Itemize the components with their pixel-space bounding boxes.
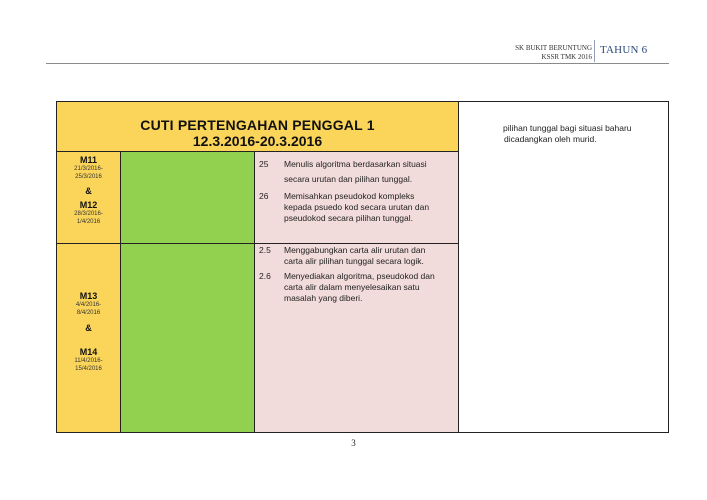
header-separator [594, 40, 595, 62]
week-label: M13 [79, 291, 98, 301]
objective-text: Memisahkan pseudokod kompleks [284, 191, 415, 201]
week-cell-m13-m14 [57, 244, 121, 432]
notes-text [503, 123, 668, 145]
objective-number: 2.5 [259, 245, 271, 255]
objectives-cell [255, 244, 459, 432]
objective-number: 26 [259, 191, 269, 201]
header-school [515, 44, 592, 62]
objective-text: Menulis algoritma berdasarkan situasi [284, 159, 427, 169]
objective-text: masalah yang diberi. [284, 293, 363, 303]
week-label: M14 [79, 347, 98, 357]
objective-text: pseudokod secara pilihan tunggal. [284, 213, 414, 223]
banner-dates: 12.3.2016-20.3.2016 [192, 133, 323, 149]
week-dates: 1/4/2016 [76, 219, 101, 225]
objectives-cell [255, 152, 459, 244]
curriculum-label: KSSR TMK 2016 [541, 53, 592, 61]
year-label: TAHUN 6 [600, 44, 648, 56]
header-rule [46, 63, 669, 64]
objective-text: carta alir pilihan tunggal secara logik. [284, 256, 424, 266]
notes-column [459, 102, 668, 432]
week-dates: 21/3/2016- [74, 166, 103, 172]
school-name: SK BUKIT BERUNTUNG [515, 44, 592, 52]
objective-text: Menggabungkan carta alir urutan dan [284, 245, 426, 255]
week-dates: 28/3/2016- [74, 211, 103, 217]
ampersand: & [85, 323, 92, 333]
activity-cell [121, 244, 255, 432]
week-dates: 15/4/2016 [75, 366, 102, 372]
week-dates: 4/4/2016- [75, 302, 102, 308]
lesson-plan-table [56, 101, 669, 433]
week-label: M12 [79, 200, 98, 210]
page-number: 3 [351, 438, 356, 448]
week-dates: 25/3/2016 [75, 174, 102, 180]
ampersand: & [85, 186, 92, 196]
objective-number: 2.6 [259, 271, 271, 281]
notes-line-2: dicadangkan oleh murid. [504, 134, 597, 144]
notes-line-1: pilihan tunggal bagi situasi baharu [503, 123, 632, 133]
week-cell-m11-m12 [57, 152, 121, 244]
week-dates: 11/4/2016- [74, 358, 103, 364]
objective-number: 25 [259, 159, 269, 169]
holiday-banner [57, 102, 459, 152]
week-dates: 8/4/2016 [76, 310, 101, 316]
objective-text: carta alir dalam menyelesaikan satu [284, 282, 420, 292]
objective-text: secara urutan dan pilihan tunggal. [284, 174, 413, 184]
banner-title: CUTI PERTENGAHAN PENGGAL 1 [140, 117, 375, 133]
objective-text: kepada psuedo kod secara urutan dan [284, 202, 430, 212]
objective-text: Menyediakan algoritma, pseudokod dan [284, 271, 435, 281]
activity-cell [121, 152, 255, 244]
week-label: M11 [79, 155, 97, 165]
